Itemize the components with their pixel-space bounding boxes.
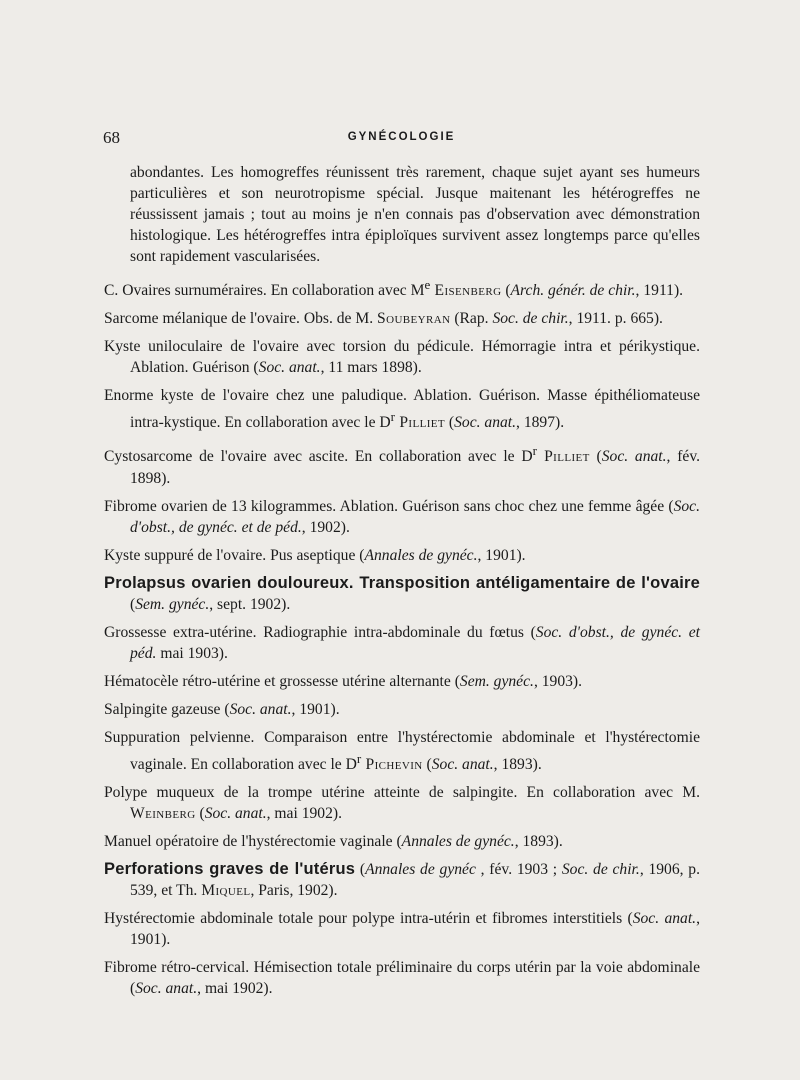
entry-text: Grossesse extra-utérine. Radiographie intra-abdominale du fœtus ( bbox=[104, 623, 536, 641]
bibliography-entry bbox=[104, 308, 700, 329]
bibliography-entry bbox=[104, 385, 700, 433]
bibliography-entry bbox=[104, 859, 700, 901]
bibliography-entry bbox=[104, 831, 700, 852]
entry-text: Manuel opératoire de l'hystérectomie vaginale ( bbox=[104, 832, 402, 850]
bibliography-entry bbox=[104, 573, 700, 615]
entry-citation: , 1902). bbox=[301, 518, 350, 536]
bibliography-entry bbox=[104, 336, 700, 378]
bibliography-entry bbox=[104, 727, 700, 775]
author-name: Pilliet bbox=[536, 448, 590, 466]
entry-text: Kyste suppuré de l'ovaire. Pus aseptique ( bbox=[104, 546, 365, 564]
bibliography-entry bbox=[104, 545, 700, 566]
entry-text: ( bbox=[130, 595, 136, 613]
entry-heading: Perforations graves de l'utérus bbox=[104, 859, 356, 878]
entry-citation: , 1893). bbox=[493, 755, 542, 773]
entry-text: Hématocèle rétro-utérine et grossesse utérine alternante ( bbox=[104, 672, 460, 690]
entry-citation: , 1903). bbox=[533, 672, 583, 690]
journal-reference: Soc. anat. bbox=[632, 909, 697, 927]
journal-reference: Soc. d'obst., de gynéc. et péd. bbox=[130, 623, 700, 662]
entry-text: ( bbox=[501, 282, 511, 300]
entry-heading: Prolapsus ovarien douloureux. Transposition antéligamentaire de l'ovaire bbox=[104, 573, 700, 592]
entry-citation: , 1901). bbox=[477, 546, 526, 564]
entry-citation: , 1911. p. 665). bbox=[568, 310, 663, 328]
entry-citation: , 1906, p. 539, et Th. bbox=[130, 860, 700, 899]
entry-text: C. Ovaires surnuméraires. En collaboration avec M bbox=[104, 282, 425, 300]
journal-reference: Soc. anat. bbox=[229, 700, 292, 718]
entry-citation: , 11 mars 1898). bbox=[320, 359, 422, 377]
bibliography-list bbox=[104, 274, 700, 999]
title-superscript: r bbox=[356, 750, 362, 766]
bibliography-entry bbox=[104, 957, 700, 999]
bibliography-body bbox=[104, 162, 700, 1006]
bibliography-entry bbox=[104, 622, 700, 664]
entry-citation: , Paris, 1902). bbox=[250, 881, 338, 899]
entry-text: ( bbox=[422, 755, 432, 773]
title-superscript: r bbox=[390, 409, 396, 425]
entry-text: Salpingite gazeuse ( bbox=[104, 700, 230, 718]
bibliography-entry bbox=[104, 274, 700, 301]
entry-citation: mai 1903). bbox=[156, 644, 228, 662]
bibliography-entry bbox=[104, 782, 700, 824]
journal-reference: Soc. anat. bbox=[258, 359, 321, 377]
author-name: Pilliet bbox=[395, 414, 445, 432]
journal-reference: Soc. d'obst., de gynéc. et de péd. bbox=[130, 497, 700, 536]
journal-reference: Arch. génér. de chir. bbox=[510, 282, 636, 300]
entry-citation: , sept. 1902). bbox=[209, 595, 291, 613]
journal-reference: Annales de gynéc bbox=[365, 860, 476, 878]
entry-citation: , 1901). bbox=[130, 909, 700, 948]
journal-reference: Soc. anat. bbox=[601, 448, 667, 466]
entry-text: Fibrome rétro-cervical. Hémisection totale préliminaire du corps utérin par la voie abdominale ( bbox=[104, 958, 700, 997]
title-superscript: e bbox=[424, 277, 431, 292]
entry-citation: , 1901). bbox=[291, 700, 340, 718]
journal-reference: Soc. anat. bbox=[204, 804, 267, 822]
journal-reference: Soc. de chir. bbox=[561, 860, 640, 878]
entry-text: ( bbox=[589, 448, 602, 466]
entry-citation: , 1893). bbox=[514, 832, 563, 850]
entry-citation: , 1911). bbox=[635, 282, 684, 300]
journal-reference: Soc. anat. bbox=[431, 755, 494, 773]
running-title: GYNÉCOLOGIE bbox=[347, 131, 456, 143]
entry-citation: , mai 1902). bbox=[197, 979, 273, 997]
journal-reference: Soc. de chir. bbox=[492, 310, 569, 328]
entry-text: Suppuration pelvienne. Comparaison entre l'hystérectomie abdominale et l'hystérectomie vaginale. En collaboration avec le D bbox=[104, 728, 700, 773]
entry-text: Kyste uniloculaire de l'ovaire avec torsion du pédicule. Hémorragie intra et périkystique. Ablation. Guérison ( bbox=[104, 338, 700, 377]
author-name: Eisenberg bbox=[430, 282, 502, 300]
bibliography-entry bbox=[104, 440, 700, 488]
entry-citation: , fév. 1898). bbox=[130, 448, 700, 487]
entry-text: Sarcome mélanique de l'ovaire. Obs. de M. bbox=[104, 310, 378, 328]
entry-text: ( bbox=[195, 804, 205, 822]
bibliography-entry bbox=[104, 496, 700, 538]
journal-reference: Sem. gynéc. bbox=[135, 595, 210, 613]
author-name: Soubeyran bbox=[377, 310, 451, 328]
entry-citation: , fév. 1903 ; bbox=[475, 860, 562, 878]
continuation-paragraph: abondantes. Les homogreffes réunissent très rarement, chaque sujet ayant ses humeurs particulières et son neurotropisme spécial. Jusque maitenant les hétérogreffes ne réussissent jamais ; tout au moins je n'en connais pas d'observation avec démonstration histologique. Les hétérogreffes intra épiploïques survivent assez longtemps parce qu'elles sont rapidement vascularisées. bbox=[130, 164, 700, 265]
journal-reference: Sem. gynéc. bbox=[459, 672, 534, 690]
entry-text: ( bbox=[445, 414, 455, 432]
bibliography-entry bbox=[104, 699, 700, 720]
entry-text: Hystérectomie abdominale totale pour polype intra-utérin et fibromes interstitiels ( bbox=[104, 909, 633, 927]
entry-text: ( bbox=[355, 860, 366, 878]
page-number: 68 bbox=[103, 128, 120, 147]
entry-text: Enorme kyste de l'ovaire chez une paludique. Ablation. Guérison. Masse épithéliomateuse intra-kystique. En collaboration avec le D bbox=[104, 387, 700, 432]
journal-reference: Soc. anat. bbox=[454, 414, 517, 432]
entry-text: Cystosarcome de l'ovaire avec ascite. En collaboration avec le D bbox=[104, 448, 533, 466]
entry-text: Polype muqueux de la trompe utérine atteinte de salpingite. En collaboration avec M. bbox=[104, 783, 700, 801]
bibliography-entry bbox=[104, 671, 700, 692]
author-name: Weinberg bbox=[130, 804, 196, 822]
author-name: Pichevin bbox=[361, 755, 423, 773]
journal-reference: Annales de gynéc. bbox=[364, 546, 478, 564]
entry-text: (Rap. bbox=[450, 310, 493, 328]
entry-text: Fibrome ovarien de 13 kilogrammes. Ablation. Guérison sans choc chez une femme âgée ( bbox=[104, 497, 674, 515]
author-name: Miquel bbox=[201, 881, 251, 899]
title-superscript: r bbox=[532, 443, 537, 459]
journal-reference: Soc. anat. bbox=[135, 979, 198, 997]
entry-citation: , mai 1902). bbox=[266, 804, 342, 822]
bibliography-entry bbox=[104, 908, 700, 950]
page-header bbox=[103, 128, 700, 150]
entry-citation: , 1897). bbox=[516, 414, 565, 432]
journal-reference: Annales de gynéc. bbox=[401, 832, 515, 850]
